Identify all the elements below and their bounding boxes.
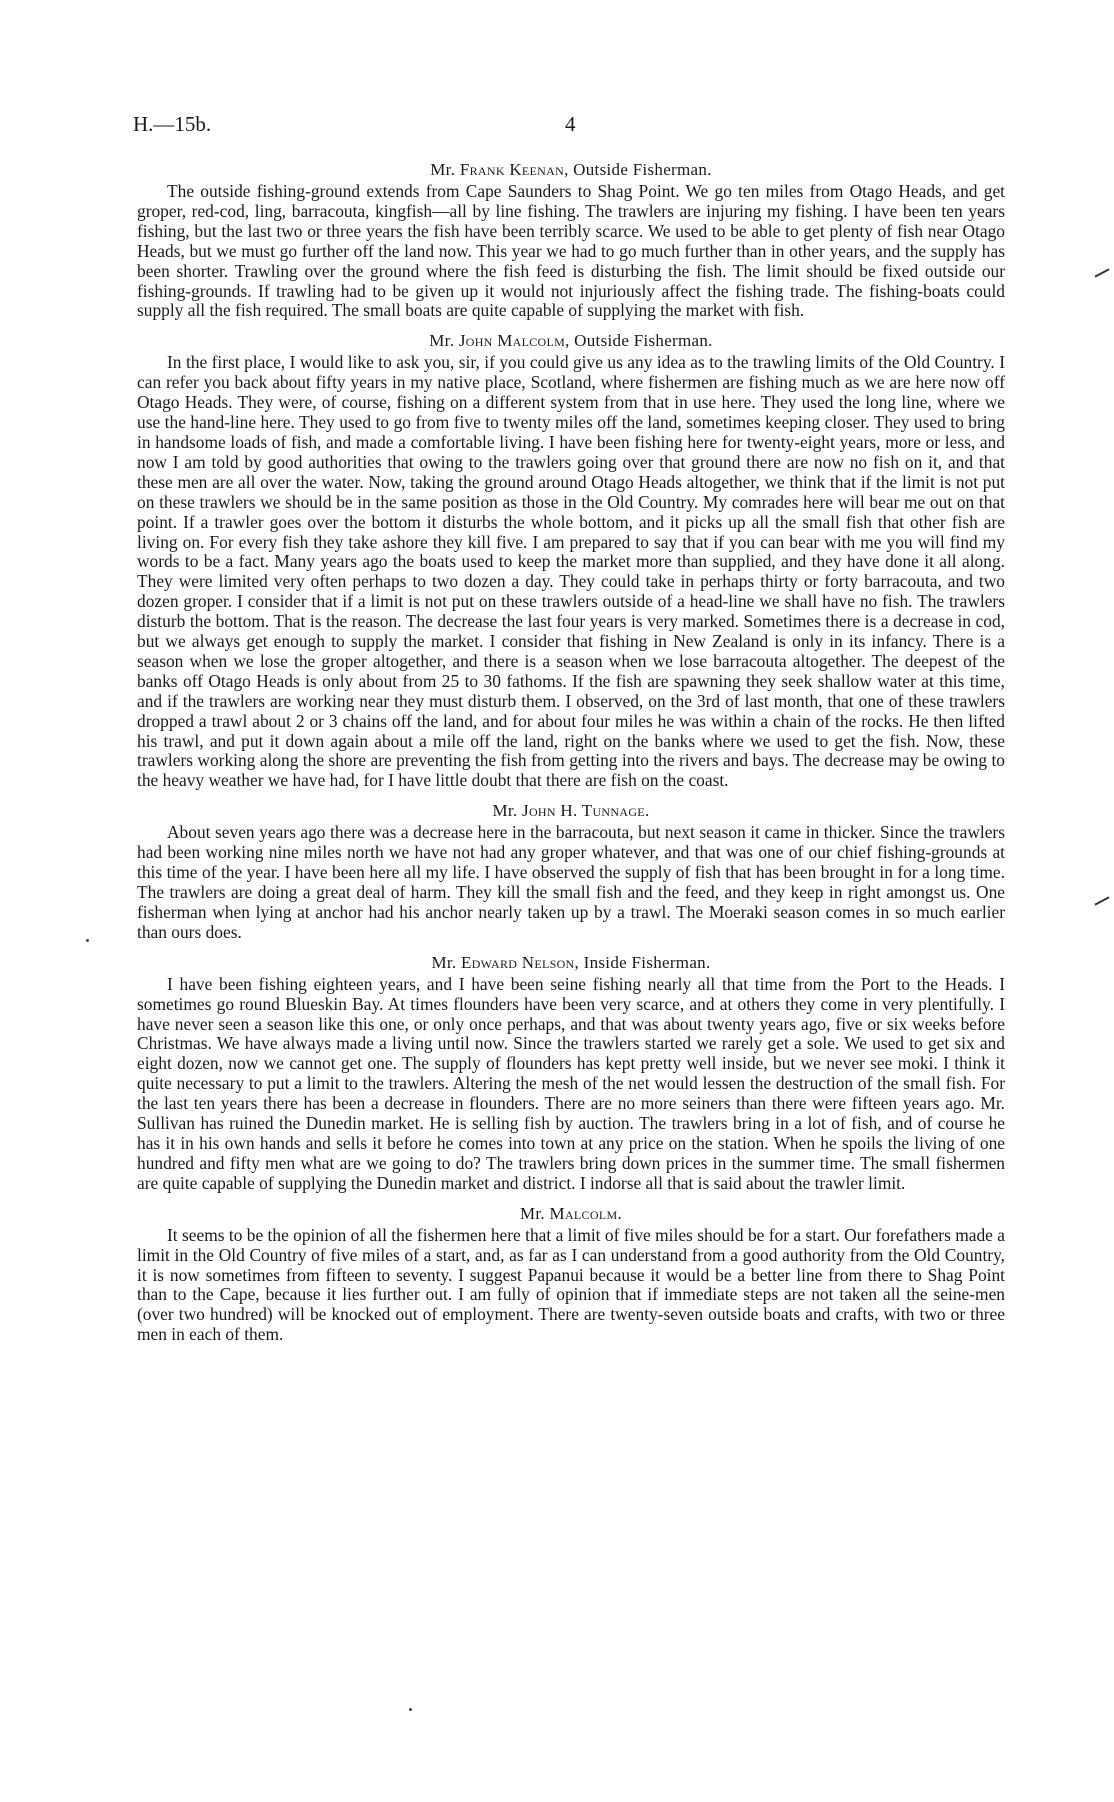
heading-prefix: Mr. [429, 331, 455, 351]
page-number: 4 [565, 112, 576, 136]
heading-prefix: Mr. [431, 952, 457, 972]
speaker-name: Malcolm [549, 1203, 618, 1223]
heading-prefix: Mr. [492, 801, 518, 821]
heading-prefix: Mr. [430, 160, 456, 179]
speaker-role: , Inside Fisherman. [574, 952, 711, 972]
speaker-role: . [644, 801, 650, 821]
margin-mark [1094, 896, 1109, 905]
section-heading [137, 1204, 1005, 1224]
testimony-paragraph: The outside fishing-ground extends from Cape Saunders to Shag Point. We go ten miles from Otago Heads, and get groper, red-cod, ling, barracouta, kingfish—all by line fishing. The trawlers are injuring my fishing. I have been ten years fishing, but the last two or three years the fish have been terribly scarce. We used to be able to get plenty of fish near Otago Heads, but we must go further off the land now. This year we had to go much further than in other years, and the supply has been shorter. Trawling over the ground where the fish feed is disturbing the fish. The limit should be fixed outside our fishing-grounds. If trawling had to be given up it would not injuriously affect the fishing trade. The fishing-boats could supply all the fish required. The small boats are quite capable of supplying the market with fish. [137, 181, 1005, 321]
speaker-name: Frank Keenan [459, 160, 565, 179]
body-text [137, 160, 1005, 1355]
speaker-role: , Outside Fisherman. [564, 160, 712, 179]
speaker-name: John H. Tunnage [522, 801, 645, 821]
heading-prefix: Mr. [519, 1203, 545, 1223]
section-heading [137, 160, 1005, 180]
scan-speck [409, 1708, 412, 1711]
running-header [133, 112, 993, 140]
testimony-paragraph: In the first place, I would like to ask you, sir, if you could give us any idea as to the trawling limits of the Old Country. I can refer you back about fifty years in my native place, Scotland, where fishermen are fishing much as we are here now off Otago Heads. They were, of course, fishing on a different system from that in use here. They used the long line, where we use the hand-line here. They used to go from five to twenty miles off the land, sometimes keeping closer. They used to bring in handsome loads of fish, and made a comfortable living. I have been fishing here for twenty-eight years, more or less, and now I am told by good authorities that owing to the trawlers going over that ground there are now no fish on it, and that these men are all over the water. Now, taking the ground around Otago Heads altogether, we think that if the limit is not put on these trawlers we should be in the same position as those in the Old Country. My comrades here will bear me out on that point. If a trawler goes over the bottom it disturbs the whole bottom, and it picks up all the small fish that other fish are living on. For every fish they take ashore they kill five. I am prepared to say that if you can bear with me you will find my words to be a fact. Many years ago the boats used to keep the market more than supplied, and they have done it all along. They were limited very often perhaps to two dozen a day. They could take in perhaps thirty or forty barracouta, and two dozen groper. I consider that if a limit is not put on these trawlers outside of a head-line we shall have no fish. The trawlers disturb the bottom. That is the reason. The decrease the last four years is very marked. Sometimes there is a decrease in cod, but we always get enough to supply the market. I consider that fishing in New Zealand is only in its infancy. There is a season when we lose the groper altogether, and there is a season when we lose barracouta altogether. The deepest of the banks off Otago Heads is only about from 25 to 30 fathoms. If the fish are spawning they seek shallow water at this time, and if the trawlers are working near they must disturb them. I observed, on the 3rd of last month, that one of these trawlers dropped a trawl about 2 or 3 chains off the land, and for about four miles he was within a chain of the rocks. He then lifted his trawl, and put it down again about a mile off the land, right on the banks where we used to get the fish. Now, these trawlers working along the shore are preventing the fish from getting into the rivers and bays. The decrease may be owing to the heavy weather we have had, for I have little doubt that there are fish on the coast. [137, 352, 1005, 791]
document-id: H.—15b. [133, 112, 212, 136]
testimony-paragraph: About seven years ago there was a decrease here in the barracouta, but next season it came in thicker. Since the trawlers had been working nine miles north we have not had any groper whatever, and that was one of our chief fishing-grounds at this time of the year. I have been here all my life. I have observed the supply of fish that has been brought in for a long time. The trawlers are doing a great deal of harm. They kill the small fish and the feed, and they keep in right amongst us. One fisherman when lying at anchor had his anchor nearly taken up by a trawl. The Moeraki season comes in so much earlier than ours does. [137, 822, 1005, 942]
speaker-name: Edward Nelson [461, 952, 575, 972]
section-heading [137, 801, 1005, 821]
section-heading [137, 331, 1005, 351]
speaker-name: John Malcolm [458, 331, 566, 351]
scan-speck [86, 939, 89, 942]
speaker-role: , Outside Fisherman. [565, 331, 713, 351]
speaker-role: . [617, 1203, 622, 1223]
section-heading [137, 953, 1005, 973]
margin-mark [1094, 268, 1109, 277]
testimony-paragraph: It seems to be the opinion of all the fishermen here that a limit of five miles should be for a start. Our forefathers made a limit in the Old Country of five miles of a start, and, as far as I can understand from a good authority from the Old Country, it is now sometimes from fifteen to seventy. I suggest Papanui because it would be a better line from there to Shag Point than to the Cape, because it lies further out. I am fully of opinion that if immediate steps are not taken all the seine-men (over two hundred) will be knocked out of employment. There are twenty-seven outside boats and crafts, with two or three men in each of them. [137, 1224, 1005, 1345]
testimony-paragraph: I have been fishing eighteen years, and I have been seine fishing nearly all that time from the Port to the Heads. I sometimes go round Blueskin Bay. At times flounders have been very scarce, and at others they come in very plentifully. I have never seen a season like this one, or only once perhaps, and that was about twenty years ago, five or six weeks before Christmas. We have always made a living until now. Since the trawlers started we rarely get a sole. We used to get six and eight dozen, now we cannot get one. The supply of flounders has kept pretty well inside, but we never see moki. I think it quite necessary to put a limit to the trawlers. Altering the mesh of the net would lessen the destruction of the small fish. For the last ten years there has been a decrease in flounders. There are no more seiners than there were fifteen years ago. Mr. Sullivan has ruined the Dunedin market. He is selling fish by auction. The trawlers bring in a lot of fish, and of course he has it in his own hands and sells it before he comes into town at any price on the station. When he spoils the living of one hundred and fifty men what are we going to do? The trawlers bring down prices in the summer time. The small fishermen are quite capable of supplying the Dunedin market and district. I indorse all that is said about the trawler limit. [137, 973, 1005, 1193]
